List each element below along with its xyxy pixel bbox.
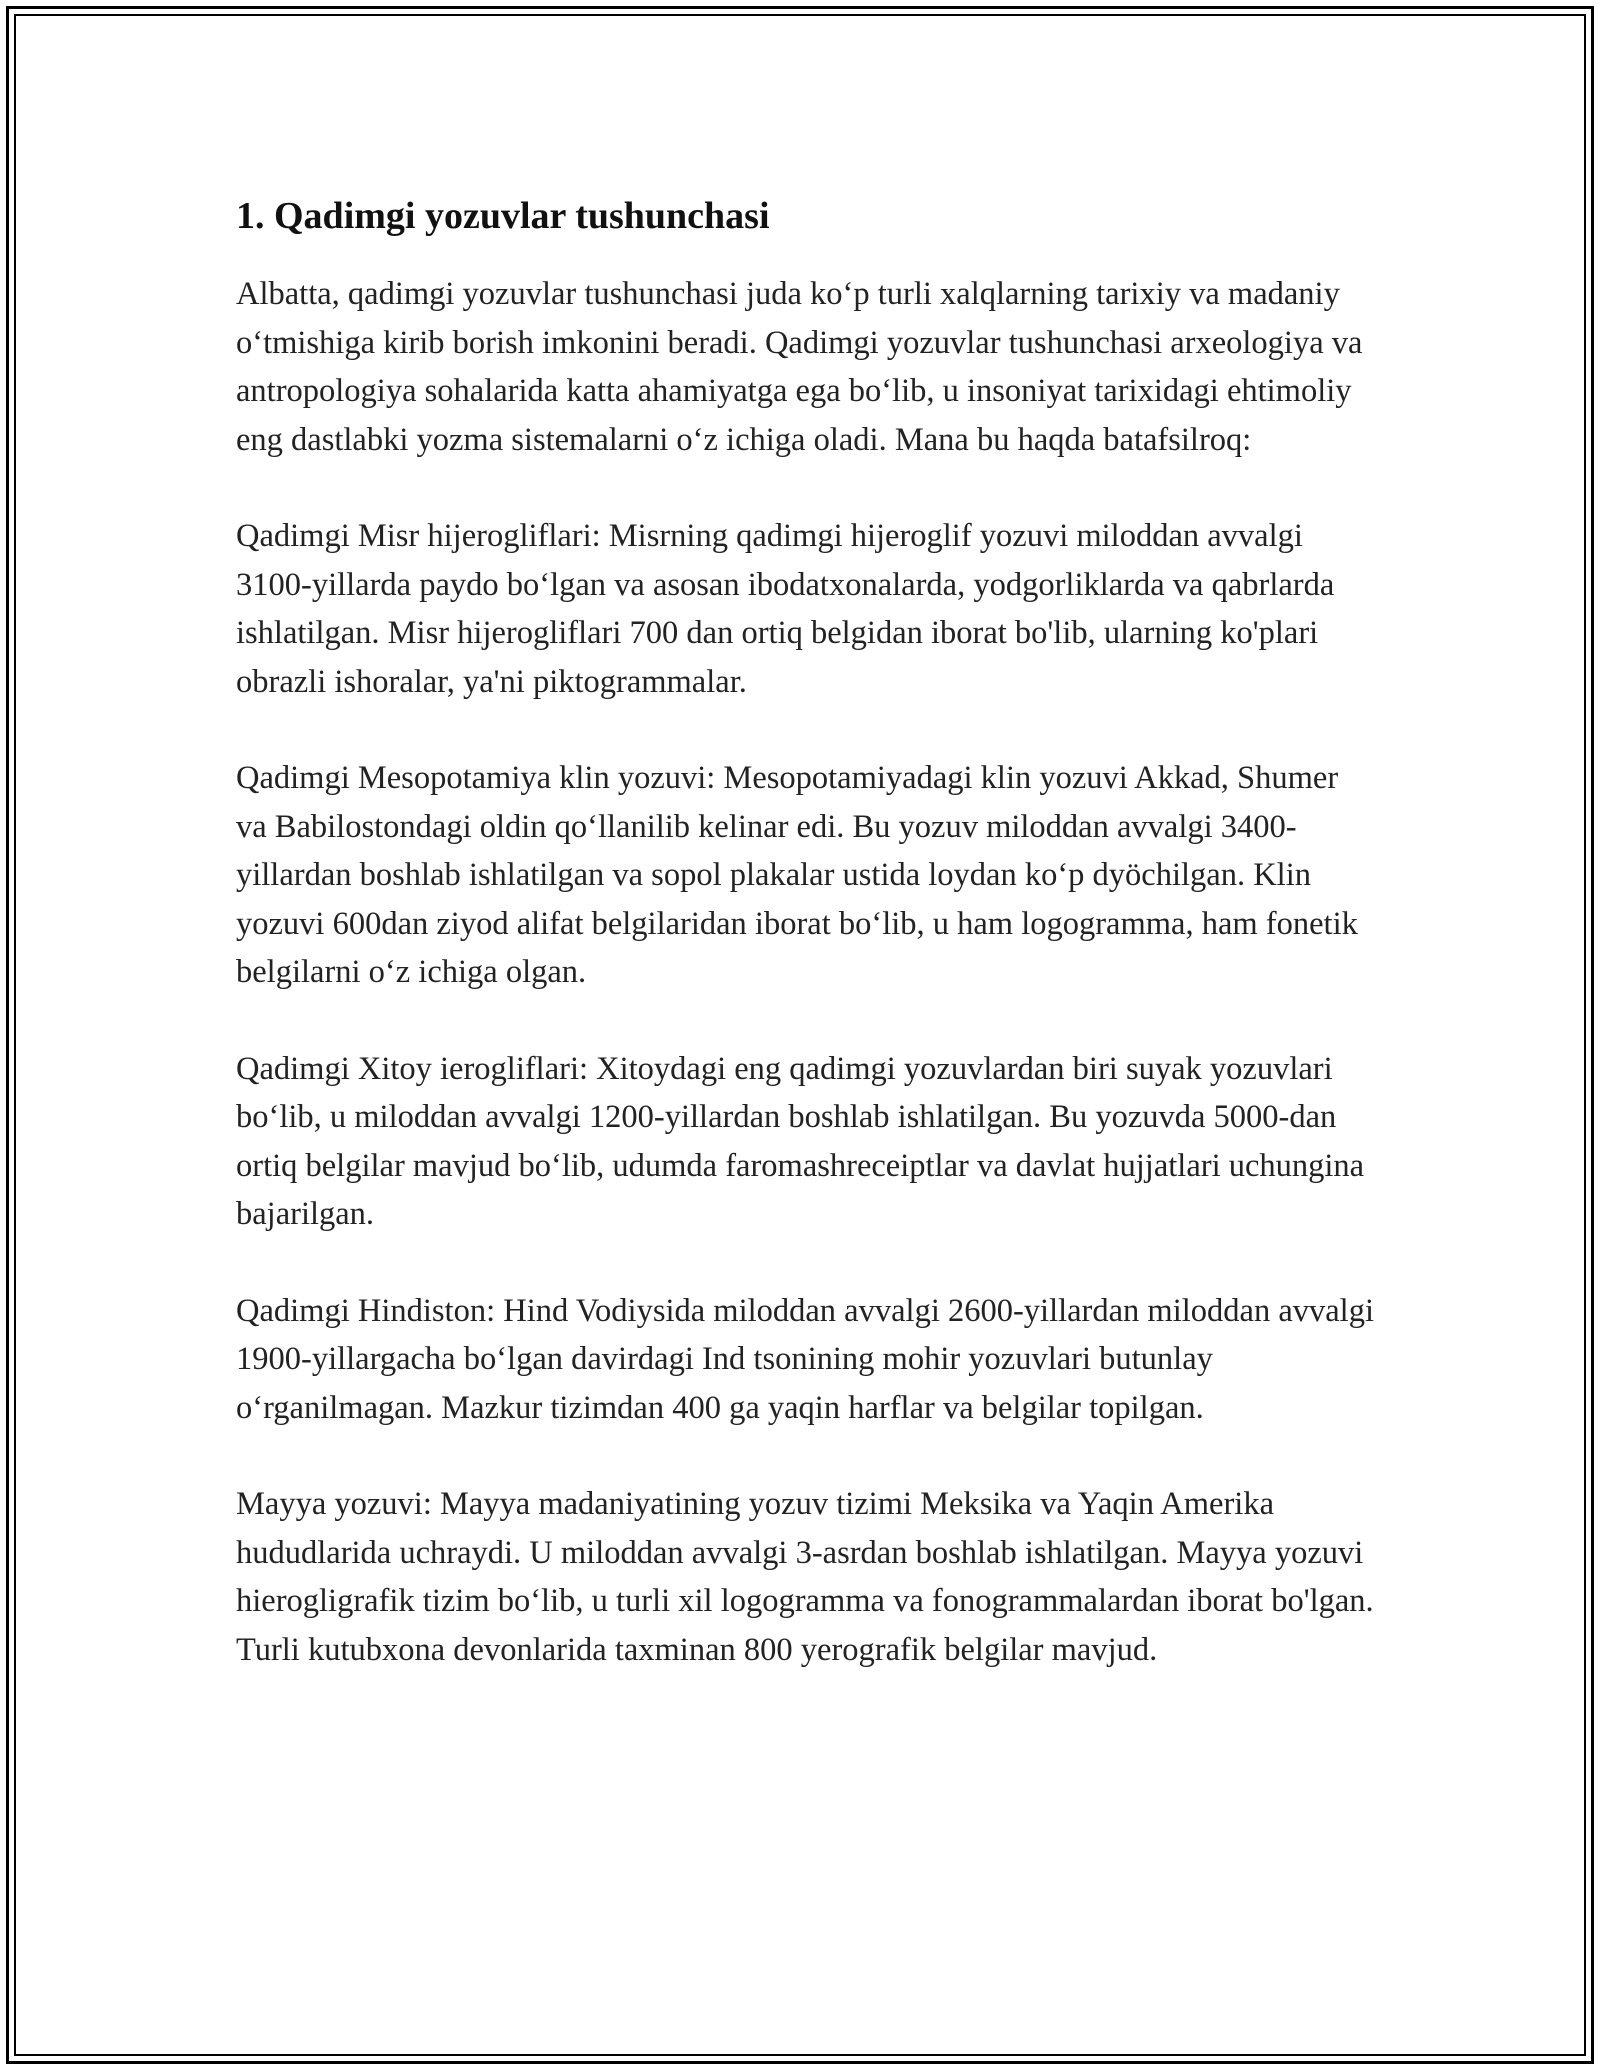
paragraph-mesopotamia: Qadimgi Mesopotamiya klin yozuvi: Mesopotamiyadagi klin yozuvi Akkad, Shumer va Babilostondagi oldin qo‘llanilib kelinar edi. Bu yozuv miloddan avvalgi 3400-yillardan boshlab ishlatilgan va sopol plakalar ustida loydan ko‘p dyöchilgan. Klin yozuvi 600dan ziyod alifat belgilaridan iborat bo‘lib, u ham logogramma, ham fonetik belgilarni o‘z ichiga olgan. xyxy=(236,760,1358,990)
section-heading: 1. Qadimgi yozuvlar tushunchasi xyxy=(236,195,770,237)
paragraph-intro: Albatta, qadimgi yozuvlar tushunchasi juda ko‘p turli xalqlarning tarixiy va madaniy o‘tmishiga kirib borish imkonini beradi. Qadimgi yozuvlar tushunchasi arxeologiya va antropologiya sohalarida katta ahamiyatga ega bo‘lib, u insoniyat tarixidagi ehtimoliy eng dastlabki yozma sistemalarni o‘z ichiga oladi. Mana bu haqda batafsilroq: xyxy=(236,276,1363,458)
document-body xyxy=(236,180,1376,1722)
paragraph-china: Qadimgi Xitoy ierogliflari: Xitoydagi eng qadimgi yozuvlardan biri suyak yozuvlari bo‘lib, u miloddan avvalgi 1200-yillardan boshlab ishlatilgan. Bu yozuvda 5000-dan ortiq belgilar mavjud bo‘lib, udumda faromashreceiptlar va davlat hujjatlari uchungina bajarilgan. xyxy=(236,1050,1365,1232)
paragraph-maya: Mayya yozuvi: Mayya madaniyatining yozuv tizimi Meksika va Yaqin Amerika hududlarida uchraydi. U miloddan avvalgi 3-asrdan boshlab ishlatilgan. Mayya yozuvi hierogligrafik tizim bo‘lib, u turli xil logogramma va fonogrammalardan iborat bo'lgan. Turli kutubxona devonlarida taxminan 800 yerografik belgilar mavjud. xyxy=(236,1486,1374,1668)
paragraph-egypt: Qadimgi Misr hijerogliflari: Misrning qadimgi hijeroglif yozuvi miloddan avvalgi 3100-yillarda paydo bo‘lgan va asosan ibodatxonalarda, yodgorliklarda va qabrlarda ishlatilgan. Misr hijerogliflari 700 dan ortiq belgidan iborat bo'lib, ularning ko'plari obrazli ishoralar, ya'ni piktogrammalar. xyxy=(236,518,1335,700)
paragraph-india: Qadimgi Hindiston: Hind Vodiysida miloddan avvalgi 2600-yillardan miloddan avvalgi 1900-yillargacha bo‘lgan davirdagi Ind tsonining mohir yozuvlari butunlay o‘rganilmagan. Mazkur tizimdan 400 ga yaqin harflar va belgilar topilgan. xyxy=(236,1292,1374,1426)
